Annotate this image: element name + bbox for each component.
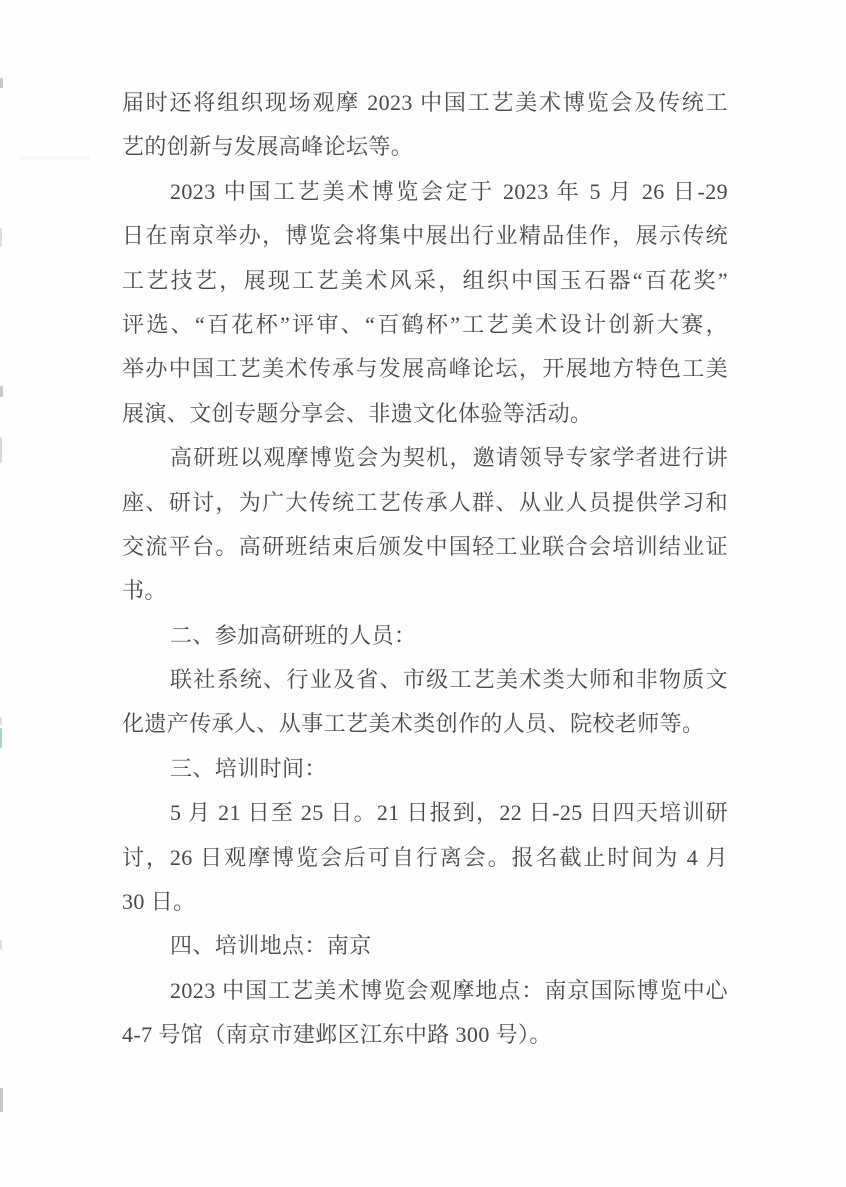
text-line: 届时还将组织现场观摩 2023 中国工艺美术博览会及传统工: [122, 90, 728, 115]
text-line: 工艺技艺，展现工艺美术风采，组织中国玉石器“百花奖”: [122, 267, 728, 293]
text-line: 评选、“百花杯”评审、“百鹤杯”工艺美术设计创新大赛，: [122, 311, 728, 337]
scan-artifact-mark: [20, 156, 90, 160]
text-line: 日在南京举办，博览会将集中展出行业精品佳作，展示传统: [122, 223, 728, 249]
text-line: 举办中国工艺美术传承与发展高峰论坛，开展地方特色工美: [122, 356, 728, 382]
text-line: 联社系统、行业及省、市级工艺美术类大师和非物质文: [170, 667, 728, 693]
text-line: 2023 中国工艺美术博览会定于 2023 年 5 月 26 日-29: [170, 178, 728, 204]
text-line: 化遗产传承人、从事工艺美术类创作的人员、院校老师等。: [122, 711, 705, 737]
scan-artifact-mark: [0, 437, 2, 463]
text-line: 讨，26 日观摩博览会后可自行离会。报名截止时间为 4 月: [122, 844, 728, 870]
document-text: [122, 81, 728, 1058]
scan-artifact-mark: [0, 717, 2, 725]
scan-artifact-mark: [0, 78, 3, 88]
text-line: 4-7 号馆（南京市建邺区江东中路 300 号）。: [122, 1022, 552, 1048]
text-line: 展演、文创专题分享会、非遗文化体验等活动。: [122, 400, 593, 426]
text-line: 30 日。: [122, 889, 196, 915]
scan-artifact-mark: [0, 386, 3, 397]
scan-artifact-mark: [0, 1088, 3, 1112]
text-line: 书。: [122, 578, 167, 604]
text-line: 三、培训时间：: [170, 755, 327, 781]
text-line: 5 月 21 日至 25 日。21 日报到，22 日-25 日四天培训研: [170, 800, 728, 826]
text-line: 座、研讨，为广大传统工艺传承人群、从业人员提供学习和: [122, 489, 728, 515]
scan-artifact-mark: [0, 228, 2, 247]
text-line: 交流平台。高研班结束后颁发中国轻工业联合会培训结业证: [122, 533, 728, 559]
text-line: 2023 中国工艺美术博览会观摩地点：南京国际博览中心: [170, 977, 728, 1003]
text-line: 高研班以观摩博览会为契机，邀请领导专家学者进行讲: [170, 445, 728, 471]
scan-artifact-mark: [0, 728, 2, 748]
text-line: 四、培训地点：南京: [170, 933, 372, 959]
text-line: 二、参加高研班的人员：: [170, 622, 417, 648]
text-line: 艺的创新与发展高峰论坛等。: [122, 134, 414, 160]
scan-artifact-mark: [0, 940, 2, 950]
